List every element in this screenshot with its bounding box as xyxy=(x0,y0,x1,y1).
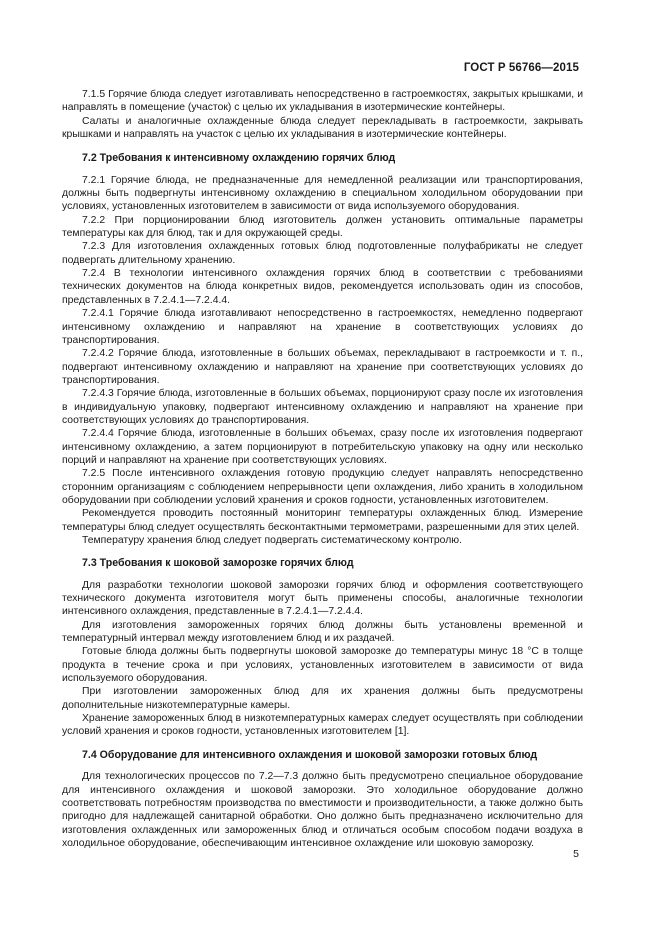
paragraph-7-2-4-3: 7.2.4.3 Горячие блюда, изготовленные в больших объемах, порционируют сразу после их изготовления в индивидуальную упаковку, подвергают интенсивному охлаждению и направляют на хранение при соответствующих условиях до транспортирования. xyxy=(62,388,583,426)
paragraph-7-3-a: Для разработки технологии шоковой заморозки горячих блюд и оформления соответствующего технического документа изготовителя могут быть применены способы, аналогичные технологии интенсивного охлаждения, представленные в 7.2.4.1—7.2.4.4. xyxy=(62,579,583,618)
paragraph-7-2-4-2: 7.2.4.2 Горячие блюда, изготовленные в больших объемах, перекладывают в гастроемкости и т. п., подвергают интенсивному охлаждению и направляют на хранение при соответствующих условиях до транспортирования. xyxy=(62,348,583,386)
paragraph-7-3-c: Готовые блюда должны быть подвергнуты шоковой заморозке до температуры минус 18 °С в толще продукта в течение срока и при условиях, установленных изготовителем в зависимости от вида используемого оборудования. xyxy=(62,646,583,685)
paragraph-7-1-5: 7.1.5 Горячие блюда следует изготавливать непосредственно в гастроемкостях, закрытых крышками, и направлять в помещение (участок) с целью их укладывания в изотермические контейнеры. xyxy=(62,89,583,114)
page-number: 5 xyxy=(573,848,579,860)
paragraph-7-3-e: Хранение замороженных блюд в низкотемпературных камерах следует осуществлять при соблюдении условий хранения и сроков годности, установленных изготовителем [1]. xyxy=(62,713,583,738)
paragraph-salads: Салаты и аналогичные охлажденные блюда следует перекладывать в гастроемкости, закрывать крышками и направлять на участок с целью их укладывания в изотермические контейнеры. xyxy=(62,115,583,141)
paragraph-7-2-4-1: 7.2.4.1 Горячие блюда изготавливают непосредственно в гастроемкостях, немедленно подвергают интенсивному охлаждению и направляют на хранение в соответствующих условиях до транспортирования. xyxy=(62,308,583,346)
paragraph-7-2-1: 7.2.1 Горячие блюда, не предназначенные для немедленной реализации или транспортирования, должны быть подвергнуты интенсивному охлаждению в специальном холодильном оборудовании при условиях, установленных изготовителем в зависимости от вида используемого оборудования. xyxy=(62,174,583,213)
paragraph-7-2-5: 7.2.5 После интенсивного охлаждения готовую продукцию следует направлять непосредственно сторонним организациям с соблюдением непрерывности цепи охлаждения, либо хранить в холодильном оборудовании при соблюдении условий хранения и сроков годности, установленных изготовителем. xyxy=(62,468,583,506)
paragraph-7-4: Для технологических процессов по 7.2—7.3 должно быть предусмотрено специальное оборудование для интенсивного охлаждения и шоковой заморозки. Это холодильное оборудование должно соответствовать потребностям производства по вместимости и производительности, а также должно быть пригодно для надлежащей санитарной обработки. Оно должно быть предназначено исключительно для изготовления охлажденных или замороженных блюд и отличаться особым способом подачи воздуха в холодильное оборудование, обеспечивающим интенсивное охлаждение или шоковую заморозку. xyxy=(62,771,583,849)
paragraph-7-2-4-4: 7.2.4.4 Горячие блюда, изготовленные в больших объемах, сразу после их изготовления подвергают интенсивному охлаждению, а затем порционируют в потребительскую упаковку на одну или несколько порций и направляют на хранение при соответствующих условиях. xyxy=(62,428,583,466)
section-heading-7-2: 7.2 Требования к интенсивному охлаждению горячих блюд xyxy=(82,152,396,165)
paragraph-7-3-b: Для изготовления замороженных горячих блюд должны быть установлены временной и температурный интервал между изготовлением блюд и их раздачей. xyxy=(62,619,583,645)
section-heading-7-4: 7.4 Оборудование для интенсивного охлаждения и шоковой заморозки готовых блюд xyxy=(82,748,538,761)
standard-id-header: ГОСТ Р 56766—2015 xyxy=(463,62,579,74)
section-heading-7-3: 7.3 Требования к шоковой заморозке горячих блюд xyxy=(82,557,354,570)
paragraph-7-2-2: 7.2.2 При порционировании блюд изготовитель должен установить оптимальные параметры температуры как для блюд, так и для окружающей среды. xyxy=(62,214,583,240)
paragraph-storage-temperature: Температуру хранения блюд следует подвергать систематическому контролю. xyxy=(82,535,462,546)
document-body xyxy=(62,88,583,850)
paragraph-monitoring: Рекомендуется проводить постоянный мониторинг температуры охлажденных блюд. Измерение температуры блюд следует осуществлять бесконтактными термометрами, разрешенными для этих целей. xyxy=(62,508,583,533)
paragraph-7-2-3: 7.2.3 Для изготовления охлажденных готовых блюд подготовленные полуфабрикаты не следует подвергать длительному хранению. xyxy=(62,241,583,266)
paragraph-7-2-4: 7.2.4 В технологии интенсивного охлаждения горячих блюд в соответствии с требованиями технических документов на блюда конкретных видов, рекомендуется использовать один из способов, представленных в 7.2.4.1—7.2.4.4. xyxy=(62,268,583,306)
paragraph-7-3-d: При изготовлении замороженных блюд для их хранения должны быть предусмотрены дополнительные низкотемпературные камеры. xyxy=(62,686,583,711)
